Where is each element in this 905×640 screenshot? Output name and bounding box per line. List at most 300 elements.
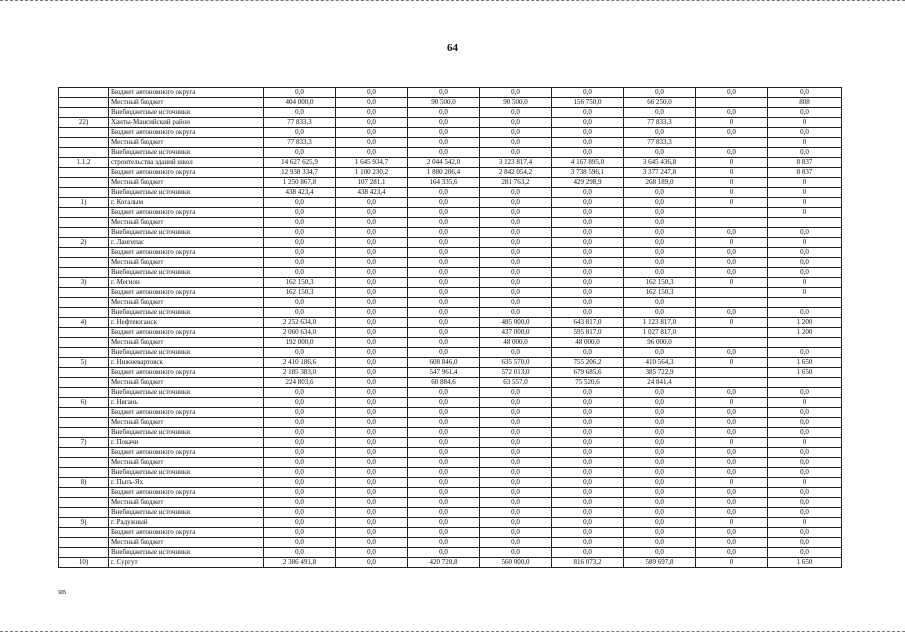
row-number-cell [59, 308, 109, 318]
value-cell: 0,0 [336, 558, 408, 568]
table-row [59, 198, 842, 208]
value-cell: 0,0 [624, 208, 696, 218]
table-row [59, 88, 842, 98]
row-name-cell: Местный бюджет [109, 138, 264, 148]
value-cell: 0,0 [336, 328, 408, 338]
value-cell: 0,0 [336, 498, 408, 508]
value-cell [768, 338, 842, 348]
value-cell: 572 013,0 [480, 368, 552, 378]
value-cell: 0,0 [624, 478, 696, 488]
value-cell [696, 338, 768, 348]
value-cell: 0,0 [624, 418, 696, 428]
value-cell: 0,0 [264, 238, 336, 248]
value-cell: 0,0 [408, 538, 480, 548]
value-cell: 0,0 [336, 448, 408, 458]
value-cell: 0,0 [696, 468, 768, 478]
value-cell: 0,0 [480, 308, 552, 318]
row-number-cell [59, 468, 109, 478]
row-name-cell: Местный бюджет [109, 98, 264, 108]
value-cell: 0,0 [768, 538, 842, 548]
value-cell: 0,0 [696, 348, 768, 358]
value-cell: 0,0 [624, 148, 696, 158]
value-cell: 0,0 [624, 528, 696, 538]
value-cell: 0,0 [624, 498, 696, 508]
value-cell: 3 645 436,8 [624, 158, 696, 168]
value-cell: 0,0 [624, 238, 696, 248]
value-cell: 0,0 [624, 308, 696, 318]
value-cell: 0,0 [264, 218, 336, 228]
value-cell: 0,0 [480, 298, 552, 308]
value-cell: 162 150,3 [624, 278, 696, 288]
value-cell: 0,0 [336, 418, 408, 428]
value-cell: 156 750,0 [552, 98, 624, 108]
value-cell: 0,0 [408, 308, 480, 318]
table-row [59, 178, 842, 188]
value-cell: 2 386 491,8 [264, 558, 336, 568]
row-name-cell: Внебюджетные источники [109, 148, 264, 158]
value-cell: 0,0 [480, 438, 552, 448]
table-row [59, 228, 842, 238]
value-cell: 0,0 [552, 188, 624, 198]
value-cell: 1 123 817,0 [624, 318, 696, 328]
row-name-cell: Внебюджетные источники [109, 268, 264, 278]
value-cell: 0 [768, 278, 842, 288]
value-cell: 0,0 [264, 198, 336, 208]
value-cell: 0,0 [552, 308, 624, 318]
value-cell: 0,0 [480, 88, 552, 98]
value-cell: 0,0 [264, 528, 336, 538]
value-cell: 0,0 [552, 218, 624, 228]
value-cell: 0,0 [408, 88, 480, 98]
value-cell: 281 763,2 [480, 178, 552, 188]
table-row [59, 158, 842, 168]
value-cell: 0,0 [408, 108, 480, 118]
value-cell: 0,0 [768, 108, 842, 118]
value-cell: 0,0 [552, 408, 624, 418]
row-number-cell: 1) [59, 198, 109, 208]
value-cell: 0,0 [408, 228, 480, 238]
row-name-cell: Бюджет автономного округа [109, 328, 264, 338]
value-cell: 429 298,9 [552, 178, 624, 188]
row-name-cell: Бюджет автономного округа [109, 528, 264, 538]
table-row [59, 168, 842, 178]
value-cell: 0,0 [264, 488, 336, 498]
table-row [59, 458, 842, 468]
value-cell: 0,0 [624, 218, 696, 228]
value-cell: 0,0 [264, 518, 336, 528]
value-cell: 0,0 [336, 258, 408, 268]
value-cell: 0 [696, 518, 768, 528]
value-cell: 0,0 [768, 428, 842, 438]
value-cell: 0,0 [480, 188, 552, 198]
value-cell: 0,0 [336, 278, 408, 288]
row-number-cell [59, 298, 109, 308]
value-cell: 0,0 [768, 268, 842, 278]
value-cell: 0,0 [552, 528, 624, 538]
row-name-cell: Бюджет автономного округа [109, 128, 264, 138]
value-cell: 0,0 [264, 458, 336, 468]
value-cell: 404 000,0 [264, 98, 336, 108]
value-cell: 3 738 596,1 [552, 168, 624, 178]
row-number-cell: 1.1.2 [59, 158, 109, 168]
value-cell: 0,0 [408, 498, 480, 508]
value-cell: 410 564,3 [624, 358, 696, 368]
value-cell: 0,0 [480, 288, 552, 298]
value-cell: 90 500,0 [408, 98, 480, 108]
value-cell: 0,0 [768, 508, 842, 518]
value-cell: 679 685,6 [552, 368, 624, 378]
value-cell: 0,0 [552, 248, 624, 258]
value-cell: 0,0 [336, 388, 408, 398]
row-number-cell [59, 378, 109, 388]
value-cell: 66 250,0 [624, 98, 696, 108]
value-cell: 0,0 [336, 288, 408, 298]
value-cell: 0,0 [768, 228, 842, 238]
value-cell: 0,0 [480, 278, 552, 288]
row-number-cell: 8) [59, 478, 109, 488]
row-number-cell [59, 128, 109, 138]
value-cell [696, 208, 768, 218]
value-cell: 0,0 [552, 148, 624, 158]
value-cell: 0 [768, 288, 842, 298]
value-cell: 0,0 [768, 308, 842, 318]
value-cell: 0,0 [696, 88, 768, 98]
value-cell: 0,0 [264, 268, 336, 278]
value-cell: 385 722,9 [624, 368, 696, 378]
value-cell: 0,0 [336, 218, 408, 228]
value-cell: 0,0 [480, 458, 552, 468]
value-cell: 0,0 [408, 128, 480, 138]
value-cell: 0,0 [336, 438, 408, 448]
value-cell: 77 833,3 [264, 118, 336, 128]
table-row [59, 358, 842, 368]
table-row [59, 388, 842, 398]
row-number-cell: 2) [59, 238, 109, 248]
value-cell: 438 423,4 [336, 188, 408, 198]
table-row [59, 108, 842, 118]
value-cell: 0,0 [264, 248, 336, 258]
value-cell: 0,0 [552, 278, 624, 288]
value-cell: 0 [696, 168, 768, 178]
value-cell: 2 044 542,0 [408, 158, 480, 168]
value-cell: 0,0 [408, 218, 480, 228]
value-cell: 0,0 [408, 448, 480, 458]
value-cell: 3 377 247,8 [624, 168, 696, 178]
row-number-cell [59, 228, 109, 238]
value-cell: 0,0 [408, 288, 480, 298]
table-row [59, 308, 842, 318]
table-row [59, 258, 842, 268]
value-cell: 0,0 [552, 448, 624, 458]
value-cell: 0 [696, 318, 768, 328]
value-cell: 755 206,2 [552, 358, 624, 368]
row-number-cell [59, 528, 109, 538]
value-cell: 0,0 [408, 388, 480, 398]
value-cell: 420 720,8 [408, 558, 480, 568]
table-row [59, 268, 842, 278]
value-cell: 0,0 [696, 538, 768, 548]
value-cell: 0,0 [624, 428, 696, 438]
value-cell: 0,0 [552, 498, 624, 508]
value-cell: 0,0 [408, 138, 480, 148]
value-cell: 0,0 [336, 98, 408, 108]
value-cell: 0 [768, 518, 842, 528]
table-row [59, 138, 842, 148]
row-name-cell: Бюджет автономного округа [109, 288, 264, 298]
value-cell [696, 328, 768, 338]
scan-bottom-edge [0, 631, 905, 632]
value-cell: 0,0 [408, 348, 480, 358]
row-number-cell [59, 538, 109, 548]
value-cell: 0,0 [480, 418, 552, 428]
value-cell: 0,0 [552, 128, 624, 138]
value-cell: 0,0 [408, 468, 480, 478]
value-cell: 0,0 [336, 208, 408, 218]
value-cell: 0,0 [768, 408, 842, 418]
value-cell: 0,0 [696, 408, 768, 418]
value-cell: 0,0 [696, 108, 768, 118]
value-cell: 816 073,2 [552, 558, 624, 568]
value-cell: 96 000,0 [624, 338, 696, 348]
value-cell: 77 833,3 [624, 138, 696, 148]
row-number-cell [59, 188, 109, 198]
row-name-cell: Местный бюджет [109, 298, 264, 308]
row-number-cell [59, 248, 109, 258]
value-cell: 0,0 [336, 518, 408, 528]
value-cell: 438 423,4 [264, 188, 336, 198]
value-cell: 0,0 [408, 328, 480, 338]
value-cell: 0 [696, 358, 768, 368]
value-cell: 0,0 [336, 298, 408, 308]
value-cell: 0,0 [408, 488, 480, 498]
value-cell: 0 [696, 278, 768, 288]
value-cell: 0,0 [336, 338, 408, 348]
table-row [59, 418, 842, 428]
row-number-cell [59, 148, 109, 158]
value-cell: 0,0 [408, 188, 480, 198]
value-cell: 0,0 [408, 528, 480, 538]
value-cell: 0,0 [552, 418, 624, 428]
value-cell: 589 697,8 [624, 558, 696, 568]
value-cell: 485 000,0 [480, 318, 552, 328]
value-cell: 0,0 [480, 128, 552, 138]
value-cell: 0,0 [408, 428, 480, 438]
value-cell: 0,0 [552, 268, 624, 278]
row-name-cell: г. Лангепас [109, 238, 264, 248]
value-cell: 0,0 [264, 258, 336, 268]
row-number-cell: 3) [59, 278, 109, 288]
value-cell: 0,0 [336, 398, 408, 408]
value-cell: 0,0 [696, 258, 768, 268]
value-cell: 162 150,3 [264, 288, 336, 298]
value-cell: 0,0 [696, 498, 768, 508]
value-cell: 0,0 [624, 408, 696, 418]
value-cell: 0 [696, 238, 768, 248]
value-cell: 0,0 [552, 138, 624, 148]
value-cell: 48 000,0 [480, 338, 552, 348]
row-name-cell: г. Радужный [109, 518, 264, 528]
row-number-cell [59, 178, 109, 188]
value-cell: 0,0 [768, 88, 842, 98]
value-cell: 0,0 [480, 108, 552, 118]
value-cell: 808 [768, 98, 842, 108]
value-cell: 0,0 [336, 488, 408, 498]
row-name-cell: строительства зданий школ [109, 158, 264, 168]
value-cell: 0,0 [408, 438, 480, 448]
row-number-cell: 22) [59, 118, 109, 128]
row-name-cell: г. Пыть-Ях [109, 478, 264, 488]
value-cell: 0,0 [624, 348, 696, 358]
value-cell: 0,0 [264, 508, 336, 518]
row-number-cell: 4) [59, 318, 109, 328]
value-cell: 0,0 [336, 318, 408, 328]
value-cell: 0 [696, 198, 768, 208]
value-cell: 0,0 [624, 518, 696, 528]
value-cell: 268 189,0 [624, 178, 696, 188]
value-cell: 0,0 [696, 228, 768, 238]
scan-top-edge [0, 0, 905, 1]
value-cell: 0,0 [696, 548, 768, 558]
table-row [59, 378, 842, 388]
row-name-cell: Внебюджетные источники [109, 348, 264, 358]
value-cell [696, 368, 768, 378]
table-row [59, 408, 842, 418]
value-cell: 0,0 [336, 108, 408, 118]
row-number-cell [59, 88, 109, 98]
row-name-cell: г. Мегион [109, 278, 264, 288]
value-cell: 0,0 [336, 128, 408, 138]
value-cell: 0,0 [408, 508, 480, 518]
row-name-cell: Внебюджетные источники [109, 228, 264, 238]
value-cell: 0,0 [480, 498, 552, 508]
row-number-cell [59, 428, 109, 438]
value-cell: 162 150,3 [624, 288, 696, 298]
value-cell: 0,0 [552, 478, 624, 488]
row-name-cell: Бюджет автономного округа [109, 168, 264, 178]
value-cell: 0,0 [768, 388, 842, 398]
table-row [59, 398, 842, 408]
value-cell: 0,0 [336, 458, 408, 468]
table-row [59, 188, 842, 198]
value-cell: 0,0 [264, 408, 336, 418]
value-cell: 2 842 054,2 [480, 168, 552, 178]
value-cell: 0,0 [624, 508, 696, 518]
value-cell: 0,0 [768, 468, 842, 478]
value-cell: 0,0 [552, 548, 624, 558]
value-cell: 0 [696, 398, 768, 408]
value-cell: 0,0 [624, 248, 696, 258]
value-cell: 0,0 [696, 248, 768, 258]
row-name-cell: Бюджет автономного округа [109, 248, 264, 258]
row-number-cell [59, 418, 109, 428]
row-number-cell [59, 368, 109, 378]
row-name-cell: Местный бюджет [109, 258, 264, 268]
row-name-cell: Местный бюджет [109, 538, 264, 548]
row-number-cell [59, 338, 109, 348]
value-cell: 0 [768, 188, 842, 198]
value-cell: 0,0 [624, 228, 696, 238]
value-cell: 1 200 [768, 328, 842, 338]
value-cell: 0,0 [480, 428, 552, 438]
value-cell: 0,0 [336, 548, 408, 558]
value-cell: 0,0 [624, 458, 696, 468]
value-cell: 0 [768, 198, 842, 208]
value-cell: 0 [768, 118, 842, 128]
value-cell: 0,0 [480, 248, 552, 258]
value-cell: 0,0 [336, 118, 408, 128]
value-cell: 0,0 [408, 118, 480, 128]
value-cell: 0,0 [696, 388, 768, 398]
row-number-cell [59, 348, 109, 358]
table-row [59, 508, 842, 518]
value-cell: 0,0 [264, 298, 336, 308]
value-cell: 0,0 [696, 308, 768, 318]
value-cell: 1 650 [768, 358, 842, 368]
value-cell: 2 185 383,0 [264, 368, 336, 378]
value-cell: 595 817,0 [552, 328, 624, 338]
value-cell: 0,0 [480, 198, 552, 208]
table-row [59, 288, 842, 298]
value-cell: 0,0 [552, 238, 624, 248]
value-cell: 0,0 [480, 138, 552, 148]
value-cell: 0,0 [264, 538, 336, 548]
value-cell: 0,0 [336, 348, 408, 358]
value-cell: 0,0 [408, 318, 480, 328]
value-cell: 0,0 [336, 248, 408, 258]
value-cell: 0,0 [264, 428, 336, 438]
value-cell: 0,0 [336, 148, 408, 158]
value-cell: 0,0 [336, 428, 408, 438]
value-cell: 0,0 [480, 228, 552, 238]
value-cell: 0,0 [264, 208, 336, 218]
value-cell: 3 123 817,4 [480, 158, 552, 168]
value-cell: 0,0 [480, 548, 552, 558]
value-cell: 0,0 [480, 508, 552, 518]
value-cell: 0,0 [624, 468, 696, 478]
value-cell: 0,0 [624, 538, 696, 548]
row-number-cell [59, 498, 109, 508]
value-cell: 0,0 [768, 488, 842, 498]
value-cell: 0,0 [408, 268, 480, 278]
value-cell: 0,0 [336, 478, 408, 488]
value-cell: 0,0 [408, 338, 480, 348]
value-cell: 0,0 [552, 288, 624, 298]
value-cell: 0,0 [336, 138, 408, 148]
table-row [59, 118, 842, 128]
row-name-cell: г. Нягань [109, 398, 264, 408]
value-cell: 0,0 [552, 208, 624, 218]
value-cell: 0,0 [552, 108, 624, 118]
value-cell: 0,0 [336, 308, 408, 318]
value-cell: 24 841,4 [624, 378, 696, 388]
table-row [59, 218, 842, 228]
value-cell: 0,0 [624, 488, 696, 498]
value-cell: 635 570,0 [480, 358, 552, 368]
budget-table [58, 87, 842, 568]
value-cell: 2 410 186,6 [264, 358, 336, 368]
value-cell: 0,0 [264, 478, 336, 488]
value-cell: 0,0 [480, 388, 552, 398]
row-name-cell: Бюджет автономного округа [109, 208, 264, 218]
value-cell: 0,0 [264, 108, 336, 118]
value-cell: 0,0 [480, 238, 552, 248]
row-number-cell [59, 288, 109, 298]
value-cell [696, 218, 768, 228]
value-cell: 0,0 [264, 228, 336, 238]
value-cell: 0,0 [480, 468, 552, 478]
value-cell: 0,0 [768, 128, 842, 138]
value-cell: 0,0 [408, 258, 480, 268]
